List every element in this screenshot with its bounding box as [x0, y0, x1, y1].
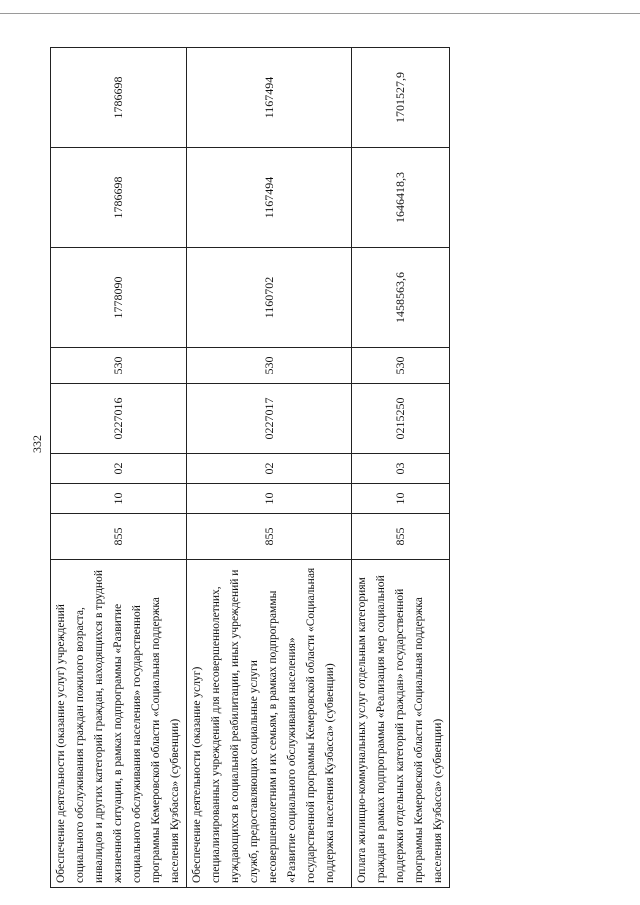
section-code: 10	[51, 484, 187, 514]
amount-year-3: 1701527,9	[352, 48, 450, 148]
ministry-code: 855	[352, 514, 450, 560]
subsection-code: 02	[51, 454, 187, 484]
target-article-code: 0227016	[51, 384, 187, 454]
amount-year-3: 1167494	[187, 48, 352, 148]
table-row	[352, 48, 450, 888]
table-row	[51, 48, 187, 888]
amount-year-1: 1160702	[187, 248, 352, 348]
amount-year-2: 1786698	[51, 148, 187, 248]
expense-type-code: 530	[51, 348, 187, 384]
expense-type-code: 530	[352, 348, 450, 384]
ministry-code: 855	[51, 514, 187, 560]
amount-year-2: 1167494	[187, 148, 352, 248]
budget-table	[50, 47, 450, 888]
section-code: 10	[352, 484, 450, 514]
amount-year-1: 1458563,6	[352, 248, 450, 348]
target-article-code: 0215250	[352, 384, 450, 454]
top-rule	[0, 13, 640, 14]
section-code: 10	[187, 484, 352, 514]
target-article-code: 0227017	[187, 384, 352, 454]
table-row	[187, 48, 352, 888]
expense-type-code: 530	[187, 348, 352, 384]
amount-year-2: 1646418,3	[352, 148, 450, 248]
row-description: Обеспечение деятельности (оказание услуг) учреждений социального обслуживания граждан пожилого возраста, инвалидов и других категорий граждан, находящихся в трудной жизненной ситуации, в рамках подпрограммы «Развитие социального обслуживания населения» государственной программы Кемеровской области «Социальная поддержка населения Кузбасса» (субвенции)	[51, 560, 187, 888]
amount-year-3: 1786698	[51, 48, 187, 148]
row-description: Оплата жилищно-коммунальных услуг отдельным категориям граждан в рамках подпрограммы «Реализация мер социальной поддержки отдельных категорий граждан» государственной программы Кемеровской области «Социальная поддержка населения Кузбасса» (субвенции)	[352, 560, 450, 888]
amount-year-1: 1778090	[51, 248, 187, 348]
ministry-code: 855	[187, 514, 352, 560]
subsection-code: 03	[352, 454, 450, 484]
subsection-code: 02	[187, 454, 352, 484]
page-number: 332	[30, 435, 44, 453]
rotated-table-wrapper	[50, 48, 444, 888]
row-description: Обеспечение деятельности (оказание услуг) специализированных учреждений для несовершеннолетних, нуждающихся в социальной реабилитации, иных учреждений и служб, предоставляющих социальные услуги несовершеннолетним и их семьям, в рамках подпрограммы «Развитие социального обслуживания населения» государственной программы Кемеровской области «Социальная поддержка населения Кузбасса» (субвенции)	[187, 560, 352, 888]
